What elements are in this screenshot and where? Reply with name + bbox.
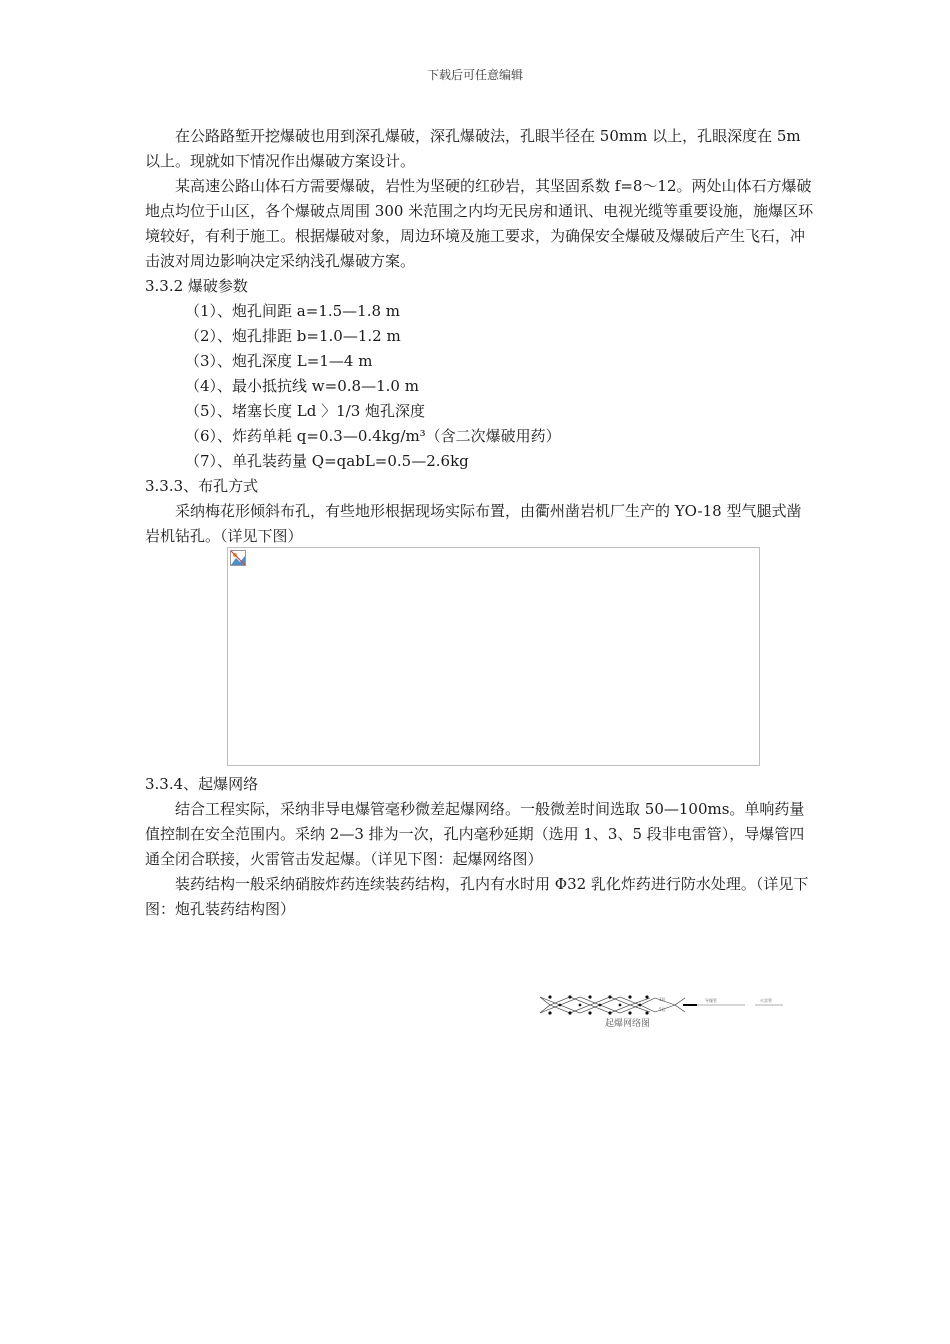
broken-image-icon (230, 550, 246, 566)
param-item: （4）、最小抵抗线 w=0.8—1.0 m (185, 377, 419, 395)
section-334-heading: 3.3.4、起爆网络 (145, 775, 259, 793)
section-334 (145, 772, 815, 922)
section-332-heading: 3.3.2 爆破参数 (145, 277, 248, 295)
section-333-paragraph: 采纳梅花形倾斜布孔，有些地形根据现场实际布置，由衢州凿岩机厂生产的 YO-18 型气腿式凿岩机钻孔。（详见下图） (145, 502, 802, 545)
section-334-paragraph-1: 结合工程实际，采纳非导电爆管毫秒微差起爆网络。一般微差时间选取 50—100ms。单响药量值控制在安全范围内。采纳 2—3 排为一次，孔内毫秒延期（选用 1、3、5 段非电雷管），导爆管四通全闭合联接，火雷管击发起爆。（详见下图：起爆网络图） (145, 800, 805, 868)
document-body (145, 124, 815, 549)
network-caption: 起爆网络图 (605, 1019, 651, 1029)
section-334-paragraph-2: 装药结构一般采纳硝胺炸药连续装药结构，孔内有水时用 Φ32 乳化炸药进行防水处理。（详见下图：炮孔装药结构图） (145, 875, 809, 918)
blasting-network-figure (535, 990, 785, 1030)
intro-paragraph-2: 某高速公路山体石方需要爆破，岩性为坚硬的红砂岩，其坚固系数 f=8～12。两处山体石方爆破地点均位于山区，各个爆破点周围 300 米范围之内均无民房和通讯、电视光缆等重要设施，施爆区环境较好，有利于施工。根据爆破对象，周边环境及施工要求，为确保安全爆破及爆破后产生飞石，冲击波对周边影响决定采纳浅孔爆破方案。 (145, 177, 814, 270)
intro-paragraph-1: 在公路路堑开挖爆破也用到深孔爆破，深孔爆破法，孔眼半径在 50mm 以上，孔眼深度在 5m 以上。现就如下情况作出爆破方案设计。 (145, 127, 801, 170)
param-item: （5）、堵塞长度 Ld 〉1/3 炮孔深度 (185, 402, 426, 420)
param-item: （6）、炸药单耗 q=0.3—0.4kg/m³（含二次爆破用药） (185, 427, 561, 445)
network-label-d: 5段 (659, 1007, 666, 1012)
network-label-b: 火雷管 (760, 998, 772, 1003)
param-item: （7）、单孔装药量 Q=qabL=0.5—2.6kg (185, 452, 469, 470)
network-label-a: 导爆管 (705, 998, 717, 1003)
param-item: （3）、炮孔深度 L=1—4 m (185, 352, 373, 370)
hole-layout-figure-placeholder (227, 547, 760, 766)
network-label-c: 3段 (659, 997, 666, 1002)
param-item: （1）、炮孔间距 a=1.5—1.8 m (185, 302, 401, 320)
blast-hole-dots (548, 995, 648, 1014)
section-333-heading: 3.3.3、布孔方式 (145, 477, 259, 495)
page-header: 下载后可任意编辑 (426, 68, 523, 82)
param-item: （2）、炮孔排距 b=1.0—1.2 m (185, 327, 401, 345)
